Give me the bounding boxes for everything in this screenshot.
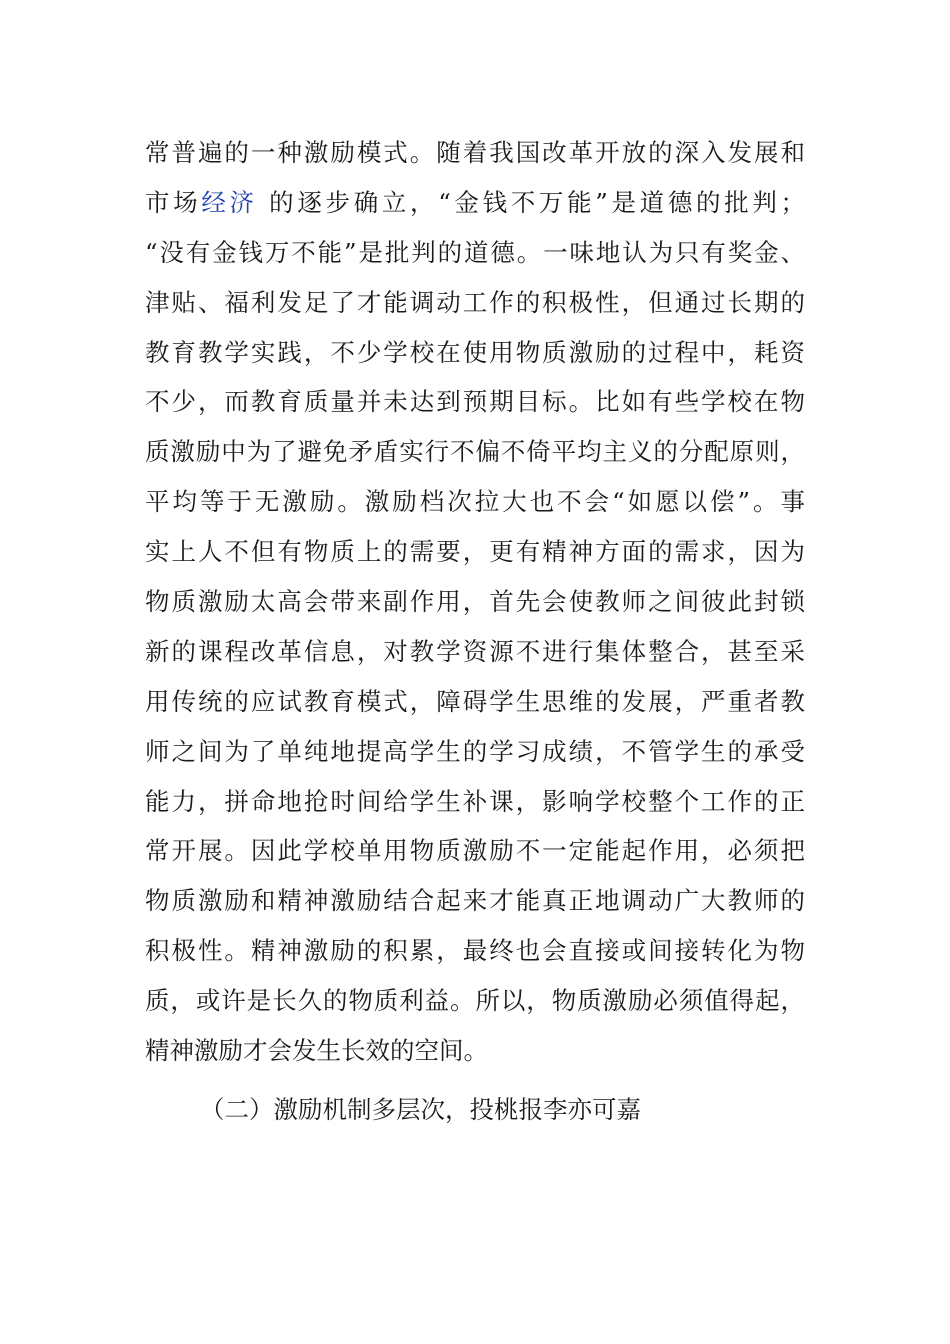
section-subheading: （二）激励机制多层次，投桃报李亦可嘉: [200, 1095, 641, 1124]
text-line: 能力，拼命地抢时间给学生补课，影响学校整个工作的正: [145, 786, 805, 816]
text-line: “没有金钱万不能”是批判的道德。一味地认为只有奖金、: [145, 237, 805, 267]
hyperlink-economy[interactable]: 经济: [201, 187, 258, 217]
text-line: 物质激励太高会带来副作用，首先会使教师之间彼此封锁: [145, 587, 805, 617]
text-line: 质激励中为了避免矛盾实行不偏不倚平均主义的分配原则，: [145, 437, 805, 467]
text-line: 常普遍的一种激励模式。随着我国改革开放的深入发展和: [145, 138, 805, 167]
text-line: 精神激励才会发生长效的空间。: [145, 1036, 488, 1066]
text-line: 师之间为了单纯地提高学生的学习成绩，不管学生的承受: [145, 736, 805, 766]
text-segment: 市场: [145, 187, 202, 217]
text-line: 新的课程改革信息，对教学资源不进行集体整合，甚至采: [145, 636, 805, 666]
text-line: 实上人不但有物质上的需要，更有精神方面的需求，因为: [145, 537, 805, 567]
text-line: 用传统的应试教育模式，障碍学生思维的发展，严重者教: [145, 686, 805, 716]
text-line: 不少，而教育质量并未达到预期目标。比如有些学校在物: [145, 387, 805, 417]
text-line: 积极性。精神激励的积累，最终也会直接或间接转化为物: [145, 936, 805, 966]
text-line: 教育教学实践，不少学校在使用物质激励的过程中，耗资: [145, 337, 805, 367]
text-line: [145, 178, 805, 228]
body-paragraph: [145, 128, 805, 1076]
text-line: 平均等于无激励。激励档次拉大也不会“如愿以偿”。事: [145, 487, 805, 517]
text-segment: 的逐步确立，“金钱不万能”是道德的批判；: [257, 187, 806, 217]
text-line: 常开展。因此学校单用物质激励不一定能起作用，必须把: [145, 836, 805, 866]
text-line: 物质激励和精神激励结合起来才能真正地调动广大教师的: [145, 886, 805, 916]
text-line: 津贴、福利发足了才能调动工作的积极性，但通过长期的: [145, 287, 805, 317]
text-line: 质，或许是长久的物质利益。所以，物质激励必须值得起，: [145, 986, 805, 1016]
